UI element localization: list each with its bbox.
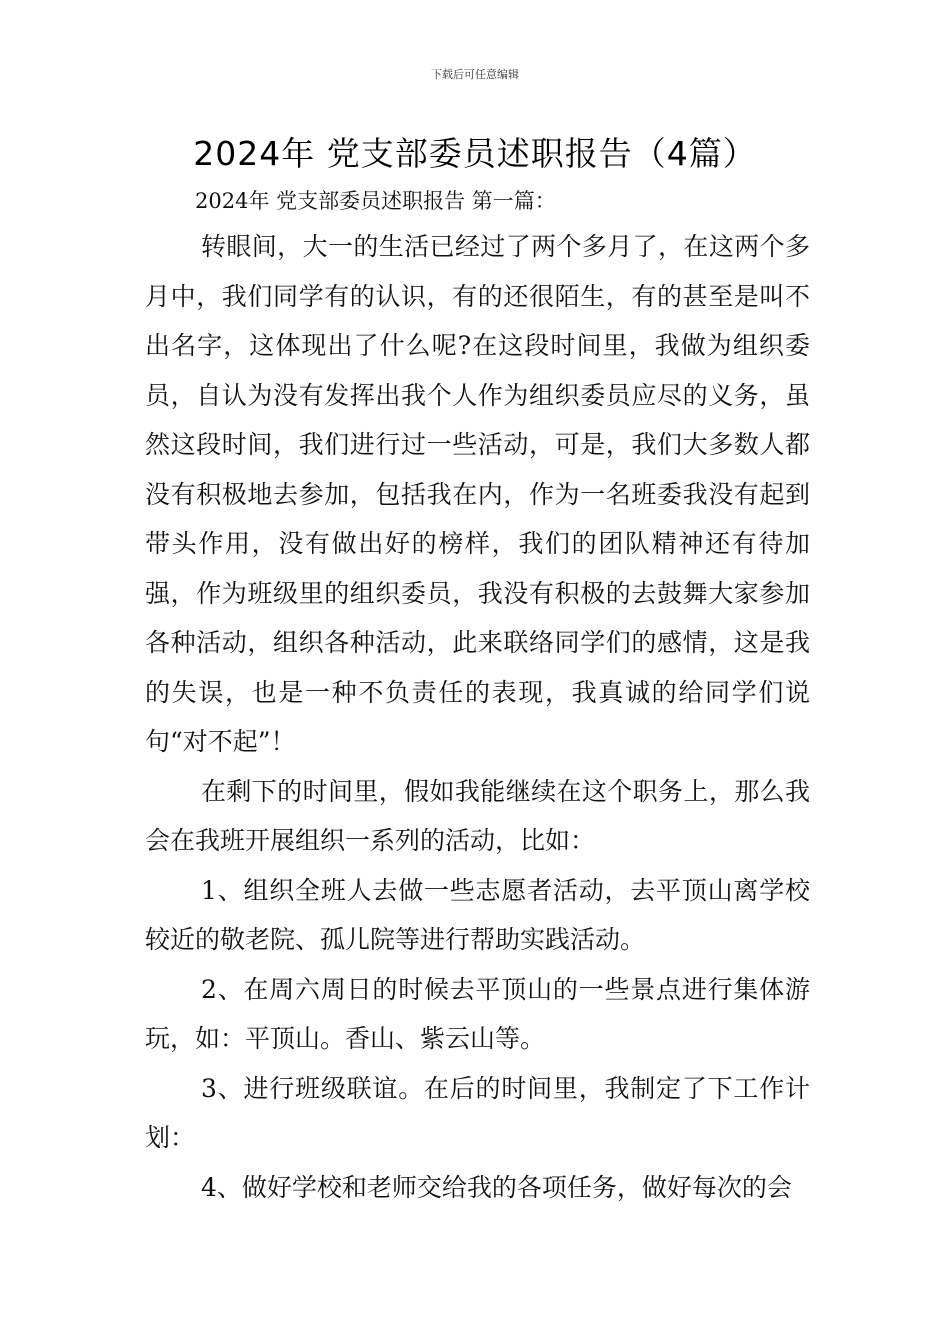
paragraph: 在剩下的时间里，假如我能继续在这个职务上，那么我会在我班开展组织一系列的活动，比如： bbox=[145, 776, 810, 855]
section-subtitle: 2024年 党支部委员述职报告 第一篇： bbox=[195, 189, 556, 213]
paragraph: 转眼间，大一的生活已经过了两个多月了，在这两个多月中，我们同学有的认识，有的还很陌生，有的甚至是叫不出名字，这体现出了什么呢?在这段时间里，我做为组织委员，自认为没有发挥出我个人作为组织委员应尽的义务，虽然这段时间，我们进行过一些活动，可是，我们大多数人都没有积极地去参加，包括我在内，作为一名班委我没有起到带头作用，没有做出好的榜样，我们的团队精神还有待加强，作为班级里的组织委员，我没有积极的去鼓舞大家参加各种活动，组织各种活动，此来联络同学们的感情，这是我的失误，也是一种不负责任的表现，我真诚的给同学们说句“对不起”！ bbox=[145, 232, 810, 756]
header-note: 下载后可任意编辑 bbox=[431, 68, 519, 81]
list-item: 4、做好学校和老师交给我的各项任务，做好每次的会 bbox=[201, 1172, 792, 1202]
document-title: 2024年 党支部委员述职报告（4篇） bbox=[193, 134, 757, 173]
list-item: 1、组织全班人去做一些志愿者活动，去平顶山离学校较近的敬老院、孤儿院等进行帮助实践活动。 bbox=[145, 875, 810, 954]
document-body bbox=[145, 180, 810, 1212]
list-item: 3、进行班级联谊。在后的时间里，我制定了下工作计划： bbox=[145, 1073, 810, 1152]
list-item: 2、在周六周日的时候去平顶山的一些景点进行集体游玩，如：平顶山。香山、紫云山等。 bbox=[145, 974, 810, 1053]
